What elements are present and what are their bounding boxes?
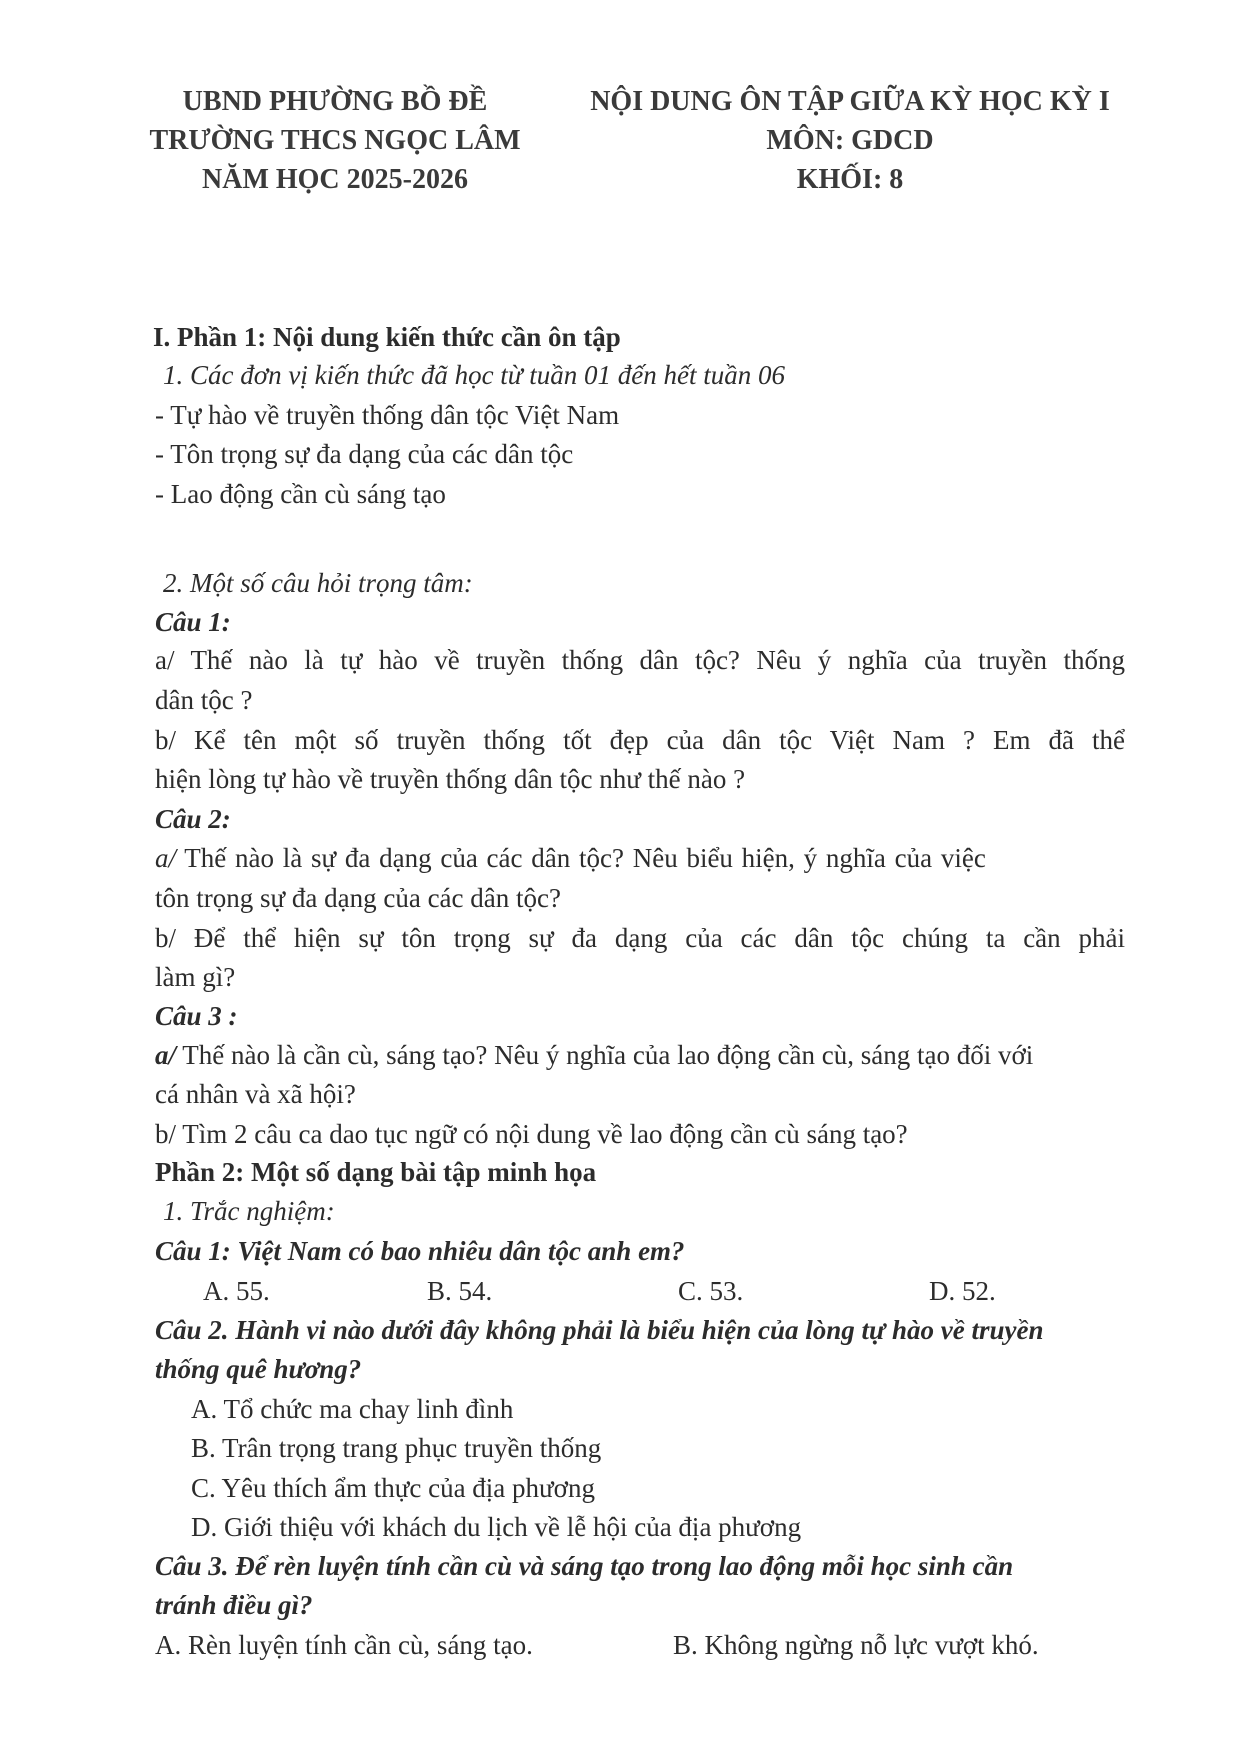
header-right bbox=[565, 82, 1135, 199]
question-1b-line-2: hiện lòng tự hào về truyền thống dân tộc như thế nào ? bbox=[155, 764, 746, 794]
question-2a-text: Thế nào là sự đa dạng của các dân tộc? Nêu biểu hiện, ý nghĩa của việc bbox=[176, 843, 986, 873]
question-3a-prefix: a/ bbox=[155, 1040, 177, 1070]
mc1-option-a: A. 55. bbox=[203, 1276, 270, 1306]
question-1-label: Câu 1: bbox=[155, 607, 231, 637]
mc1-option-b: B. 54. bbox=[427, 1276, 493, 1306]
part1-subheading-2: 2. Một số câu hỏi trọng tâm: bbox=[163, 568, 473, 598]
mc2-option-b: B. Trân trọng trang phục truyền thống bbox=[191, 1433, 602, 1463]
question-2-label: Câu 2: bbox=[155, 804, 231, 834]
header-left bbox=[130, 82, 540, 199]
header-left-line-2: TRƯỜNG THCS NGỌC LÂM bbox=[149, 125, 521, 156]
question-3a-line-1 bbox=[155, 1040, 1033, 1071]
topic-2: - Tôn trọng sự đa dạng của các dân tộc bbox=[155, 439, 574, 469]
topic-3: - Lao động cần cù sáng tạo bbox=[155, 479, 446, 509]
mc2-option-d: D. Giới thiệu với khách du lịch về lễ hội của địa phương bbox=[191, 1512, 802, 1542]
question-3a-line-2: cá nhân và xã hội? bbox=[155, 1079, 356, 1109]
question-1a-line-1: a/ Thế nào là tự hào về truyền thống dân tộc? Nêu ý nghĩa của truyền thống bbox=[155, 645, 1125, 675]
question-2a-line-1 bbox=[155, 843, 1125, 874]
topic-1: - Tự hào về truyền thống dân tộc Việt Nam bbox=[155, 400, 620, 430]
header-right-line-1: NỘI DUNG ÔN TẬP GIỮA KỲ HỌC KỲ I bbox=[590, 86, 1110, 117]
mc3-option-a: A. Rèn luyện tính cần cù, sáng tạo. bbox=[155, 1630, 533, 1660]
question-1a-line-2: dân tộc ? bbox=[155, 685, 253, 715]
question-1b-line-1: b/ Kể tên một số truyền thống tốt đẹp của dân tộc Việt Nam ? Em đã thể bbox=[155, 725, 1125, 755]
mc3-option-b: B. Không ngừng nỗ lực vượt khó. bbox=[673, 1630, 1039, 1660]
mc-question-2-line-2: thống quê hương? bbox=[155, 1354, 362, 1384]
header-right-line-3: KHỐI: 8 bbox=[796, 164, 904, 195]
mc2-option-c: C. Yêu thích ẩm thực của địa phương bbox=[191, 1473, 595, 1503]
question-2a-prefix: a/ bbox=[155, 843, 177, 873]
mc1-option-c: C. 53. bbox=[678, 1276, 744, 1306]
mc-question-2-line-1: Câu 2. Hành vi nào dưới đây không phải là biểu hiện của lòng tự hào về truyền bbox=[155, 1315, 1044, 1345]
mc-question-3-line-2: tránh điều gì? bbox=[155, 1590, 313, 1620]
header-left-line-3: NĂM HỌC 2025-2026 bbox=[202, 164, 468, 195]
header-right-line-2: MÔN: GDCD bbox=[766, 125, 934, 156]
question-3b: b/ Tìm 2 câu ca dao tục ngữ có nội dung về lao động cần cù sáng tạo? bbox=[155, 1119, 908, 1149]
header-left-line-1: UBND PHƯỜNG BỒ ĐỀ bbox=[182, 86, 488, 117]
question-2b-line-1: b/ Để thể hiện sự tôn trọng sự đa dạng của các dân tộc chúng ta cần phải bbox=[155, 923, 1125, 953]
mc-question-1: Câu 1: Việt Nam có bao nhiêu dân tộc anh em? bbox=[155, 1236, 685, 1266]
mc2-option-a: A. Tổ chức ma chay linh đình bbox=[191, 1394, 514, 1424]
part1-subheading-1: 1. Các đơn vị kiến thức đã học từ tuần 01 đến hết tuần 06 bbox=[163, 360, 786, 390]
mc1-option-d: D. 52. bbox=[929, 1276, 996, 1306]
question-3-label: Câu 3 : bbox=[155, 1001, 238, 1031]
mc-question-3-line-1: Câu 3. Để rèn luyện tính cần cù và sáng tạo trong lao động mỗi học sinh cần bbox=[155, 1551, 1014, 1581]
question-3a-text: Thế nào là cần cù, sáng tạo? Nêu ý nghĩa của lao động cần cù, sáng tạo đối với bbox=[176, 1040, 1034, 1070]
question-2a-line-2: tôn trọng sự đa dạng của các dân tộc? bbox=[155, 883, 561, 913]
part2-subheading-1: 1. Trắc nghiệm: bbox=[163, 1196, 335, 1226]
part2-title: Phần 2: Một số dạng bài tập minh họa bbox=[155, 1157, 597, 1187]
question-2b-line-2: làm gì? bbox=[155, 962, 236, 992]
part1-title: I. Phần 1: Nội dung kiến thức cần ôn tập bbox=[153, 322, 621, 352]
